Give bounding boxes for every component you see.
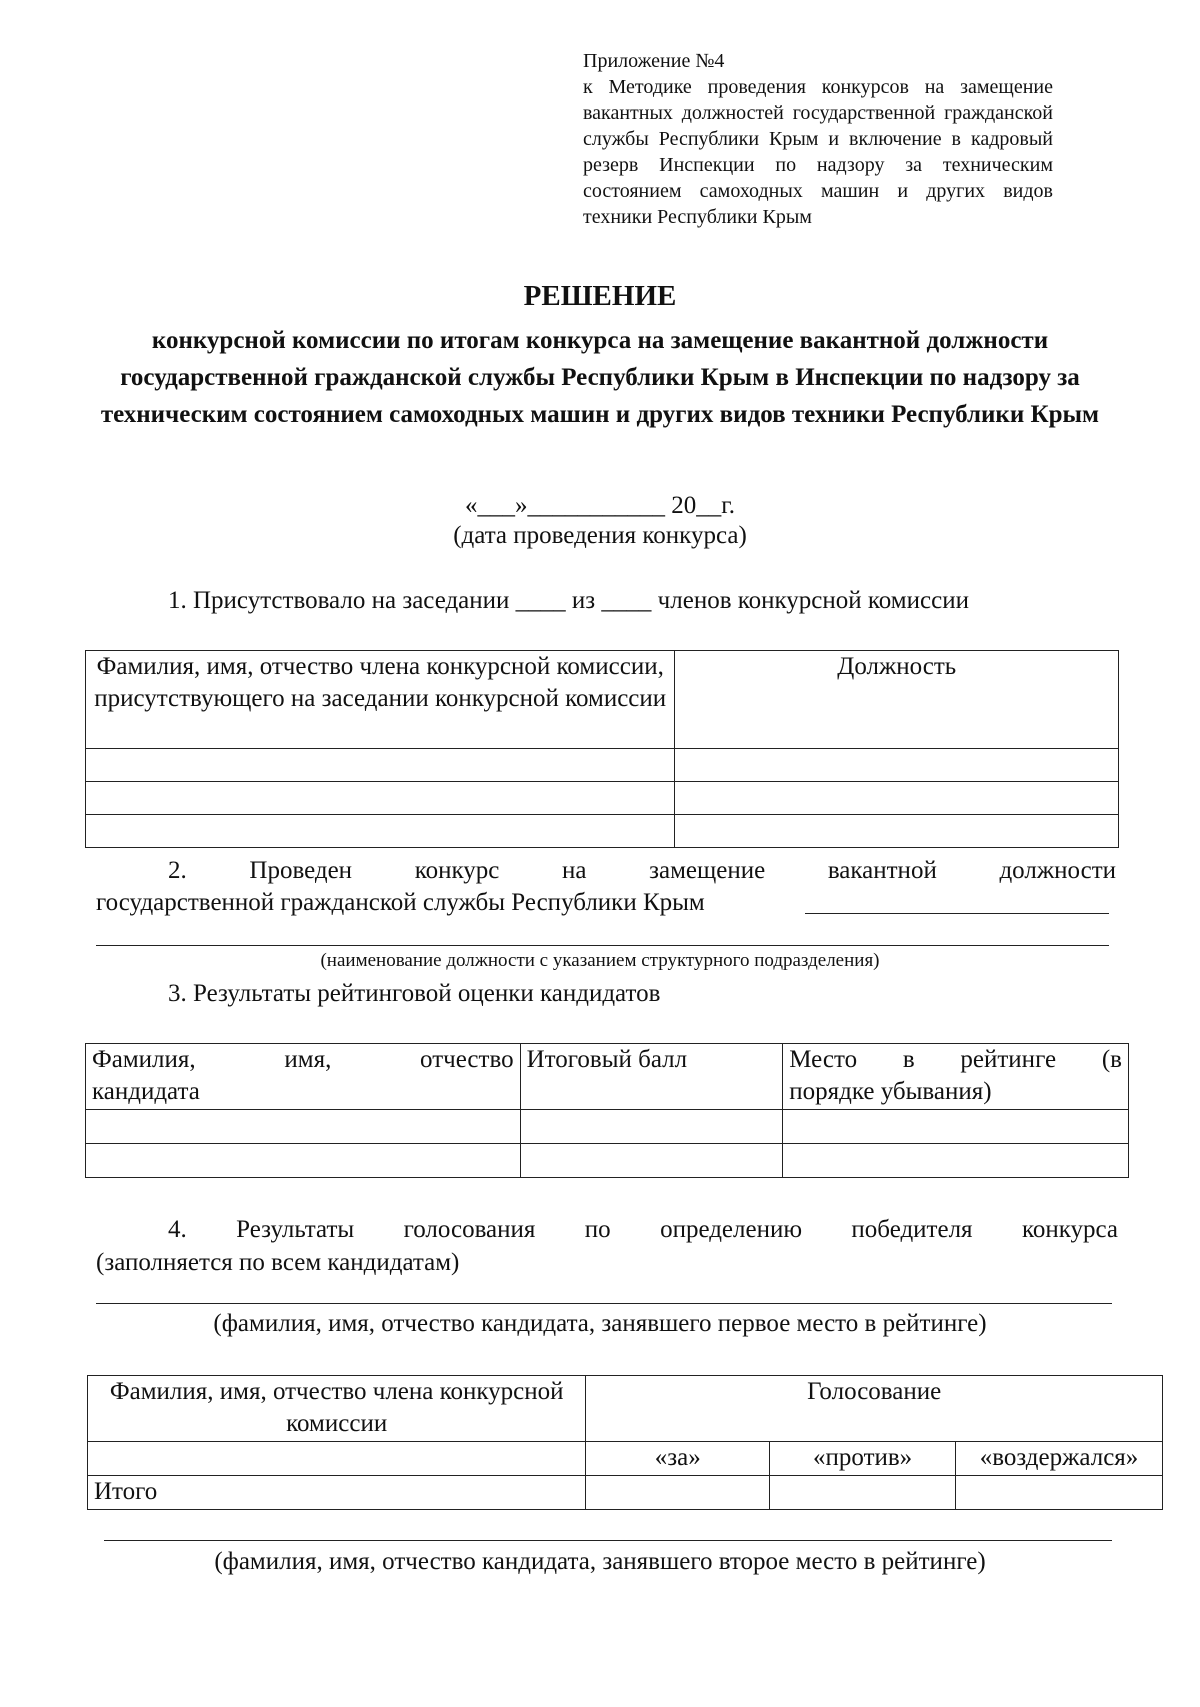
total-for-cell[interactable] (586, 1476, 770, 1510)
rating-place-header-word: рейтинге (960, 1046, 1057, 1073)
final-score-header: Итоговый балл (520, 1044, 783, 1110)
members-position-cell[interactable] (675, 815, 1119, 848)
voter-name-header: Фамилия, имя, отчество члена конкурсной комиссии (88, 1376, 586, 1442)
voting-header: Голосование (586, 1376, 1163, 1442)
appendix-block (583, 48, 1053, 230)
vote-abstain-header: «воздержался» (956, 1442, 1163, 1476)
members-name-cell[interactable] (86, 782, 675, 815)
members-position-header: Должность (675, 651, 1119, 749)
second-place-caption: (фамилия, имя, отчество кандидата, занявшего второе место в рейтинге) (214, 1548, 986, 1575)
candidate-name-header-line-2: кандидата (92, 1078, 200, 1105)
members-position-cell[interactable] (675, 782, 1119, 815)
members-name-cell[interactable] (86, 749, 675, 782)
rating-place-header-line-2: порядке убывания) (789, 1078, 992, 1105)
candidate-name-header-word: имя, (284, 1046, 332, 1073)
second-place-candidate-field[interactable] (104, 1540, 1112, 1541)
total-against-cell[interactable] (770, 1476, 956, 1510)
total-label: Итого (88, 1476, 586, 1510)
position-name-field[interactable] (805, 913, 1109, 914)
voting-table (87, 1375, 1163, 1510)
contest-date-caption: (дата проведения конкурса) (453, 522, 747, 549)
rating-place-header-word: Место (789, 1046, 858, 1073)
rating-place-header (783, 1044, 1129, 1110)
section-2-line-2: государственной гражданской службы Республики Крым (96, 889, 705, 916)
section-4-line-2: (заполняется по всем кандидатам) (96, 1249, 460, 1276)
members-name-header: Фамилия, имя, отчество члена конкурсной комиссии, присутствующего на заседании конкурсной комиссии (86, 651, 675, 749)
candidate-name-header-word: Фамилия, (92, 1046, 196, 1073)
position-name-field-line-2[interactable] (96, 945, 1109, 946)
candidate-name-header (86, 1044, 521, 1110)
section-4-voting (96, 1213, 1118, 1279)
vote-for-header: «за» (586, 1442, 770, 1476)
voter-name-cell[interactable] (88, 1442, 586, 1476)
candidate-name-header-word: отчество (420, 1046, 514, 1073)
section-1-attendance: 1. Присутствовало на заседании ____ из ____ членов конкурсной комиссии (168, 587, 969, 614)
commission-members-table (85, 650, 1119, 848)
candidate-name-cell[interactable] (86, 1144, 521, 1178)
rating-place-cell[interactable] (783, 1110, 1129, 1144)
section-2-line-1: 2. Проведен конкурс на замещение вакантной должности (168, 857, 1116, 884)
candidates-rating-table (85, 1043, 1129, 1178)
first-place-caption: (фамилия, имя, отчество кандидата, занявшего первое место в рейтинге) (213, 1310, 987, 1337)
section-3-rating: 3. Результаты рейтинговой оценки кандидатов (168, 980, 661, 1007)
members-position-cell[interactable] (675, 749, 1119, 782)
document-subtitle: конкурсной комиссии по итогам конкурса на замещение вакантной должности государственной гражданской службы Республики Крым в Инспекции по надзору за техническим состоянием самоходных машин и других видов техники Республики Крым (100, 327, 1100, 428)
vote-against-header: «против» (770, 1442, 956, 1476)
total-abstain-cell[interactable] (956, 1476, 1163, 1510)
final-score-cell[interactable] (520, 1110, 783, 1144)
section-2-contest (96, 855, 1116, 919)
document-title: РЕШЕНИЕ (523, 280, 677, 312)
appendix-heading: Приложение №4 (583, 50, 725, 72)
members-name-cell[interactable] (86, 815, 675, 848)
rating-place-header-word: (в (1101, 1046, 1122, 1073)
position-name-caption: (наименование должности с указанием структурного подразделения) (320, 950, 880, 971)
contest-date-field[interactable]: «___»___________ 20__г. (465, 492, 735, 519)
rating-place-cell[interactable] (783, 1144, 1129, 1178)
section-4-line-1: 4. Результаты голосования по определению победителя конкурса (168, 1216, 1118, 1243)
final-score-cell[interactable] (520, 1144, 783, 1178)
rating-place-header-word: в (902, 1046, 915, 1073)
candidate-name-cell[interactable] (86, 1110, 521, 1144)
appendix-text: к Методике проведения конкурсов на замещение вакантных должностей государственной гражданской службы Республики Крым и включение в кадровый резерв Инспекции по надзору за техническим состоянием самоходных машин и других видов техники Республики Крым (583, 76, 1053, 228)
first-place-candidate-field[interactable] (96, 1303, 1112, 1304)
